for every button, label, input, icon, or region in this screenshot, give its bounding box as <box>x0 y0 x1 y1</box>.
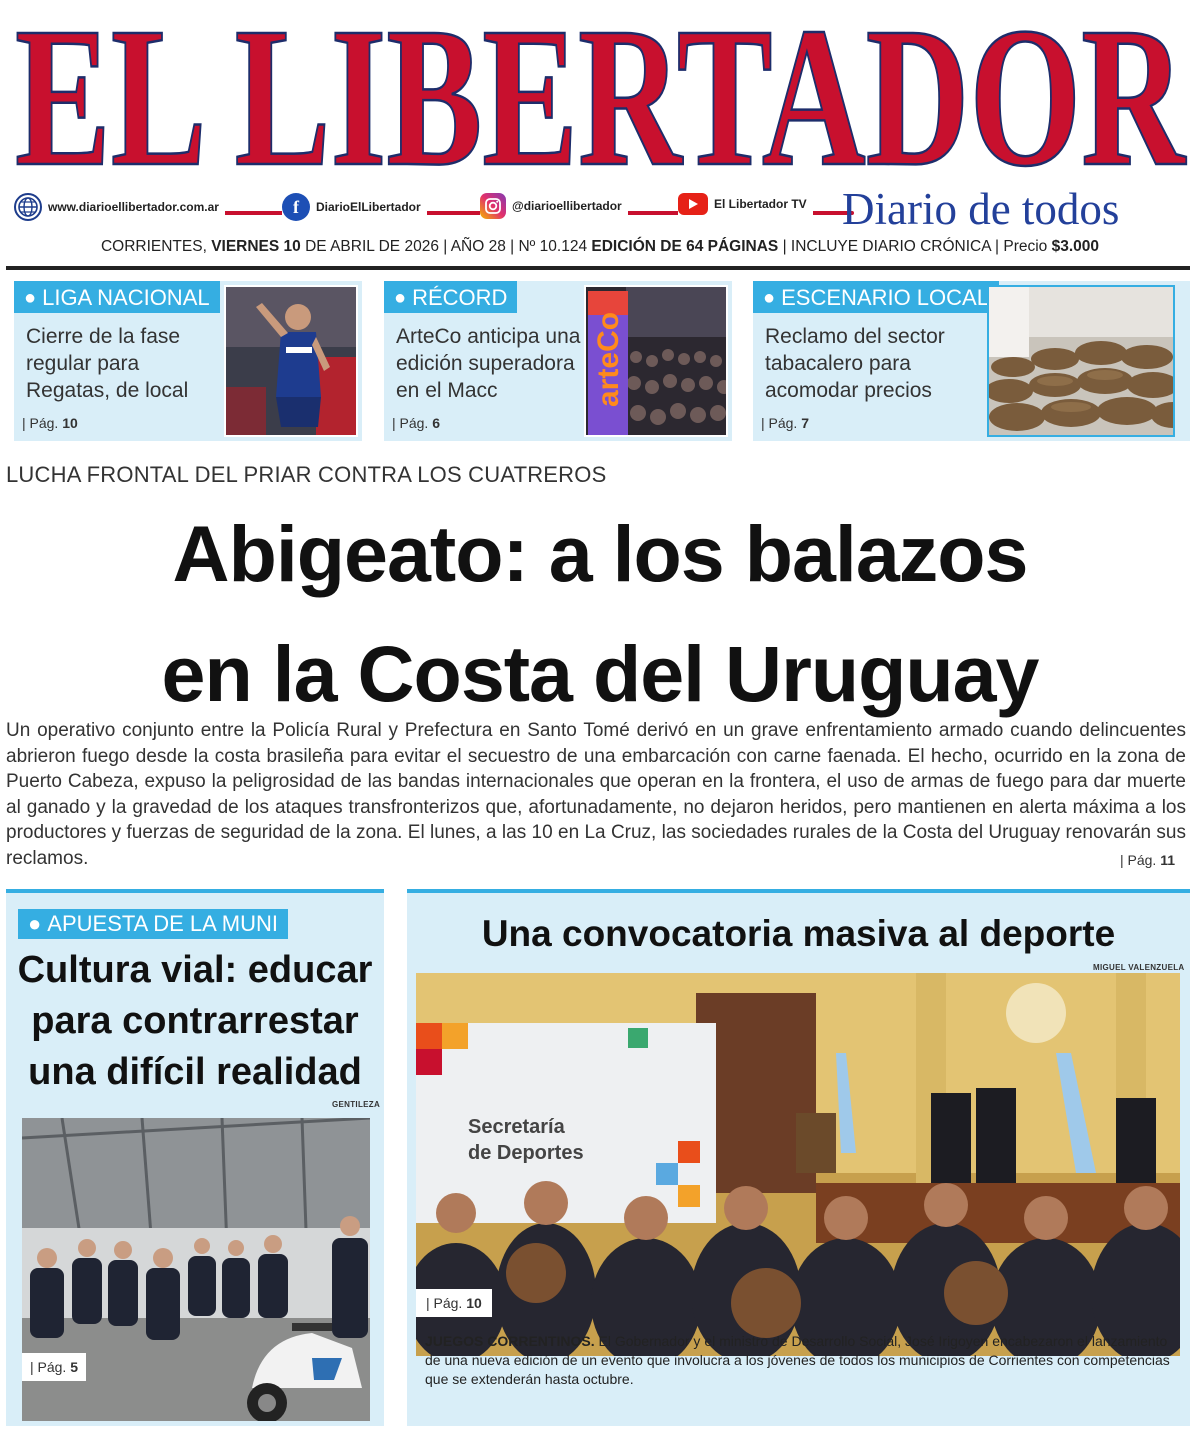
main-story-overline: LUCHA FRONTAL DEL PRIAR CONTRA LOS CUATREROS <box>6 462 607 487</box>
page-prefix: | Pág. <box>1120 852 1161 868</box>
story-page-ref <box>22 1353 86 1381</box>
headline-line: una difícil realidad <box>28 1051 362 1093</box>
teaser-line: Cierre de la fase <box>26 325 181 348</box>
youtube-play-icon <box>678 193 708 215</box>
bullet-icon: ● <box>763 286 776 309</box>
page-number: 11 <box>1160 852 1176 868</box>
teaser-line: edición superadora <box>396 352 575 375</box>
teaser-escenario-local[interactable] <box>753 281 1190 441</box>
teaser-row <box>14 281 1190 441</box>
svg-text:EL LIBERTADOR: EL LIBERTADOR <box>15 0 1187 182</box>
facebook-link[interactable] <box>282 193 427 221</box>
instagram-handle: @diarioellibertador <box>512 199 622 213</box>
facebook-icon: f <box>282 193 310 221</box>
teaser-kicker <box>14 281 220 313</box>
teaser-text <box>765 323 945 404</box>
teaser-page-ref <box>761 415 809 431</box>
teaser-page-ref <box>392 415 440 431</box>
arteco-banner-text: arteCo <box>592 311 625 407</box>
screen-text: Secretaría <box>468 1116 565 1138</box>
edition-includes: | INCLUYE DIARIO CRÓNICA | Precio <box>778 238 1052 255</box>
photo-credit: MIGUEL VALENZUELA <box>1093 963 1185 972</box>
headline-line: Cultura vial: educar <box>17 949 373 991</box>
instagram-link[interactable] <box>480 193 628 219</box>
bullet-icon: ● <box>24 286 37 309</box>
story-headline <box>6 945 384 1098</box>
tagline: Diario de todos <box>842 184 1120 234</box>
edition-date: DE ABRIL DE 2026 | AÑO 28 | Nº 10.124 <box>300 238 592 255</box>
headline-line: Abigeato: a los balazos <box>172 509 1028 598</box>
teaser-kicker-label: LIGA NACIONAL <box>42 285 210 310</box>
tobacco-bales-photo[interactable] <box>987 285 1175 437</box>
sports-event-story[interactable] <box>407 889 1190 1426</box>
website-link[interactable] <box>14 193 225 221</box>
caption-lead: JUEGOS CORRENTINOS. <box>425 1333 595 1349</box>
page-prefix: | Pág. <box>426 1295 467 1311</box>
page-prefix: | Pág. <box>761 415 802 431</box>
teaser-line: ArteCo anticipa una <box>396 325 581 348</box>
teaser-line: regular para <box>26 352 140 375</box>
instagram-icon <box>480 193 506 219</box>
website-url: www.diarioellibertador.com.ar <box>48 200 219 214</box>
main-headline[interactable] <box>0 494 1200 734</box>
social-links-bar <box>14 193 854 221</box>
teaser-text <box>396 323 580 404</box>
photo-credit: GENTILEZA <box>332 1100 381 1109</box>
headline-line: en la Costa del Uruguay <box>161 629 1039 718</box>
teaser-record[interactable] <box>384 281 732 441</box>
teaser-liga-nacional[interactable] <box>14 281 362 441</box>
page-number: 5 <box>70 1359 79 1375</box>
photo-caption <box>425 1332 1180 1389</box>
facebook-handle: DiarioElLibertador <box>316 200 421 214</box>
story-headline: Una convocatoria masiva al deporte <box>481 913 1116 954</box>
masthead-rule <box>6 266 1190 270</box>
edition-info <box>0 238 1200 256</box>
teaser-kicker-label: ESCENARIO LOCAL <box>781 285 989 310</box>
masthead <box>0 0 1200 270</box>
globe-icon <box>14 193 42 221</box>
teaser-page-ref <box>22 415 78 431</box>
teaser-kicker <box>384 281 517 313</box>
page-number: 6 <box>432 415 441 431</box>
sports-launch-photo[interactable] <box>416 973 1180 1356</box>
teaser-kicker <box>753 281 999 313</box>
edition-price: $3.000 <box>1051 238 1100 255</box>
bullet-icon: ● <box>394 286 407 309</box>
youtube-channel: El Libertador TV <box>714 197 807 211</box>
page-prefix: | Pág. <box>22 415 63 431</box>
headline-line: para contrarrestar <box>31 1000 359 1042</box>
teaser-line: Reclamo del sector <box>765 325 945 348</box>
arteco-audience-photo[interactable] <box>584 285 728 437</box>
story-kicker-label: APUESTA DE LA MUNI <box>47 911 278 936</box>
bullet-icon: ● <box>28 911 42 936</box>
screen-text: de Deportes <box>468 1142 584 1164</box>
edition-day: VIERNES 10 <box>211 238 301 255</box>
teaser-kicker-label: RÉCORD <box>412 285 508 310</box>
page-prefix: | Pág. <box>392 415 433 431</box>
basketball-player-photo[interactable] <box>224 285 358 437</box>
youtube-link[interactable] <box>678 193 813 215</box>
caption-text: El Gobernador y el ministro de Desarrollo Social, José Irigoyen encabezaron el lanzamiento de una nueva edición de un evento que involucra a los jóvenes de todos los municipios de Corrientes con competencias que se extenderán hasta octubre. <box>425 1333 1170 1387</box>
road-safety-story[interactable] <box>6 889 384 1426</box>
teaser-line: en el Macc <box>396 379 498 402</box>
newspaper-logo[interactable] <box>8 0 1192 182</box>
edition-city: CORRIENTES, <box>100 238 212 255</box>
page-number: 10 <box>62 415 78 431</box>
teaser-text <box>26 323 188 404</box>
teaser-line: acomodar precios <box>765 379 932 402</box>
teaser-line: tabacalero para <box>765 352 911 375</box>
story-kicker <box>18 909 288 939</box>
page-number: 7 <box>801 415 810 431</box>
edition-pages: EDICIÓN DE 64 PÁGINAS <box>591 238 779 255</box>
teaser-line: Regatas, de local <box>26 379 189 402</box>
page-prefix: | Pág. <box>30 1359 71 1375</box>
page-number: 10 <box>466 1295 482 1311</box>
main-story-page-ref <box>1120 852 1175 868</box>
story-page-ref <box>416 1289 492 1317</box>
main-story-lead: Un operativo conjunto entre la Policía Rural y Prefectura en Santo Tomé derivó en un grave enfrentamiento armado cuando delincuentes abrieron fuego desde la costa brasileña para evitar el secuestro de una embarcación con carne faenada. El hecho, ocurrido en la zona de Puerto Cabeza, expuso la peligrosidad de las bandas internacionales que operan en la frontera, el uso de armas de fuego para dar muerte al ganado y la gravedad de los ataques transfronterizos que, afortunadamente, no dejaron heridos, pero mantienen en alerta máxima a los productores y fuerzas de seguridad de la zona. El lunes, a las 10 en La Cruz, las sociedades rurales de la Costa del Uruguay renovarán sus reclamos. <box>6 720 1186 869</box>
